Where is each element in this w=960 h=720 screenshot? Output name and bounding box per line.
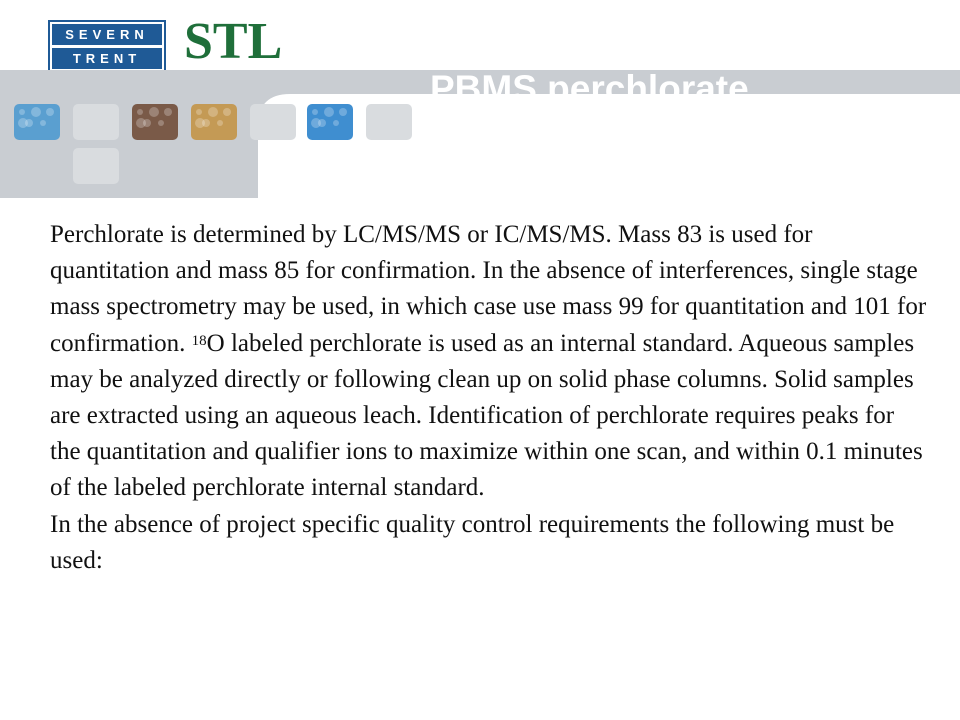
- blank-tile: [250, 104, 296, 140]
- tile-texture-dot: [46, 108, 54, 116]
- tile-texture-dot: [312, 109, 318, 115]
- tile-texture-dot: [149, 107, 159, 117]
- tile-texture-dot: [208, 107, 218, 117]
- tile-texture-dot: [339, 108, 347, 116]
- stl-wordmark: STL: [184, 13, 283, 70]
- paragraph-method: [50, 217, 930, 507]
- tile-texture-dot: [18, 118, 28, 128]
- tile-texture-dot: [196, 109, 202, 115]
- tile-texture-dot: [195, 118, 205, 128]
- tile-texture-dot: [324, 107, 334, 117]
- tile-texture-dot: [31, 107, 41, 117]
- blank-tile: [73, 148, 119, 184]
- logo-line-severn: SEVERN: [52, 24, 162, 45]
- tile-texture-dot: [158, 120, 164, 126]
- paragraph-method-part-1: Perchlorate is determined by LC/MS/MS or IC/MS/MS. Mass 83 is used for quantitation and mass 85 for confirmation. In the absence of interferences, single stage mass spectrometry may be used, in which case use mass 99 for quantitation and 101 for confirmation.: [50, 221, 927, 357]
- tile-texture-dot: [223, 108, 231, 116]
- blank-tile: [366, 104, 412, 140]
- paragraph-method-part-2: O labeled perchlorate is used as an internal standard. Aqueous samples may be analyzed directly or following clean up on solid phase columns. Solid samples are extracted using an aqueous leach. Identification of perchlorate requires peaks for the quantitation and qualifier ions to maximize within one scan, and within 0.1 minutes of the labeled perchlorate internal standard.: [50, 329, 923, 502]
- blank-tile: [73, 104, 119, 140]
- title-line-1: PBMS perchlorate: [430, 68, 749, 109]
- paragraph-qc: In the absence of project specific quality control requirements the following must be used:: [50, 510, 895, 574]
- tile-texture-dot: [19, 109, 25, 115]
- logo-line-trent: TRENT: [52, 48, 162, 69]
- body-text: [50, 217, 930, 579]
- title-line-2: method: [430, 106, 564, 147]
- tile-texture-dot: [217, 120, 223, 126]
- tile-texture-dot: [136, 118, 146, 128]
- tile-texture-dot: [164, 108, 172, 116]
- isotope-superscript: 18: [191, 332, 207, 349]
- tile-texture-dot: [333, 120, 339, 126]
- severn-trent-logo: [48, 20, 166, 73]
- tile-texture-dot: [311, 118, 321, 128]
- tile-texture-dot: [40, 120, 46, 126]
- tile-texture-dot: [137, 109, 143, 115]
- slide-title: [430, 70, 749, 146]
